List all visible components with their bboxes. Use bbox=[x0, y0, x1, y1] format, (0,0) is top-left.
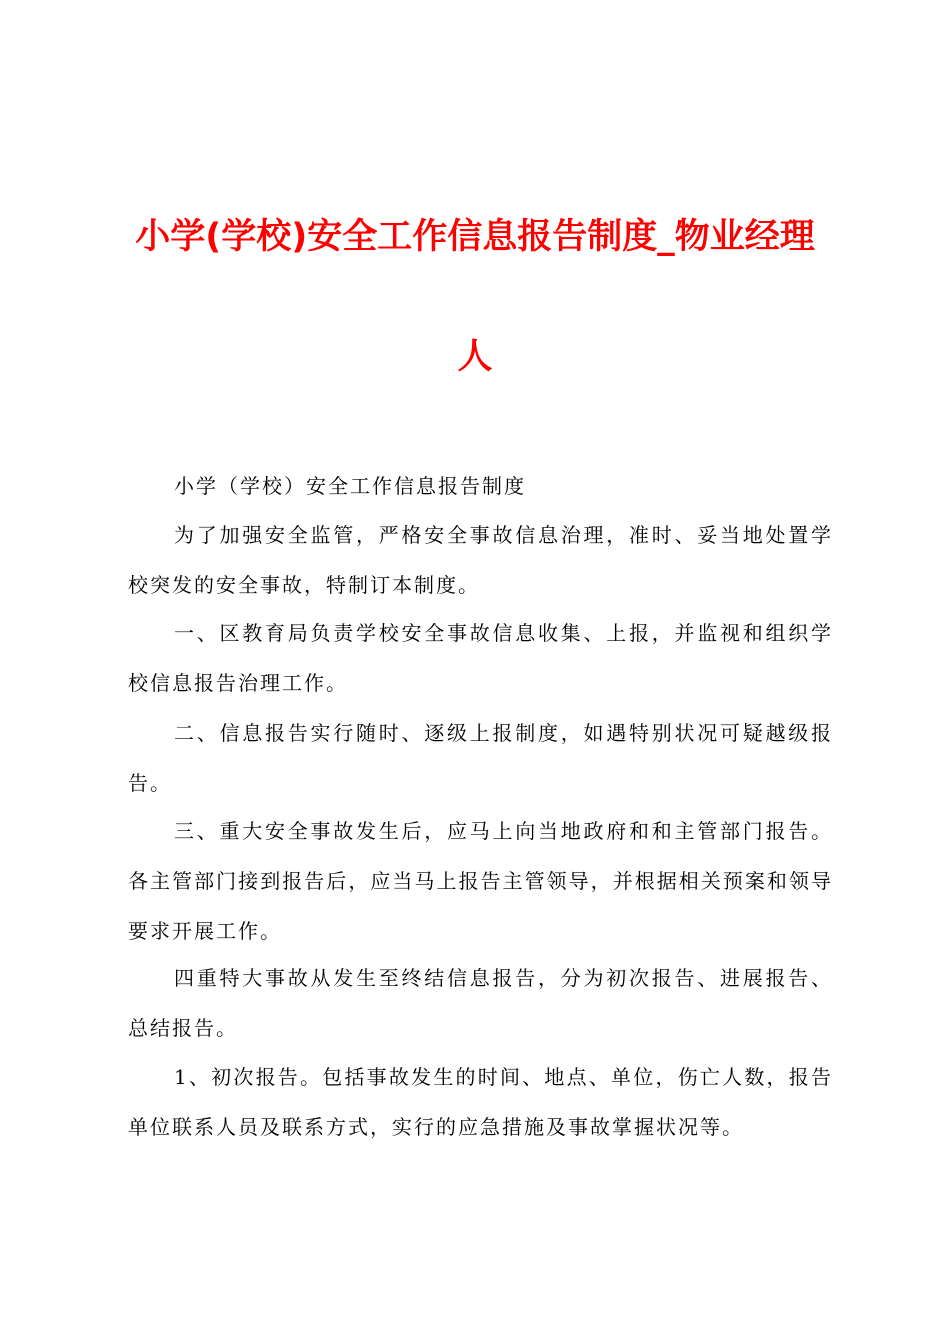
paragraph-subtitle: 小学（学校）安全工作信息报告制度 bbox=[174, 474, 526, 498]
paragraph-item-3: 三、重大安全事故发生后，应马上向当地政府和和主管部门报告。各主管部门接到报告后，应当马上报告主管领导，并根据相关预案和领导要求开展工作。 bbox=[128, 819, 833, 943]
document-title-line2: 人 bbox=[457, 337, 493, 377]
paragraph-intro: 为了加强安全监管，严格安全事故信息治理，准时、妥当地处置学校突发的安全事故，特制订本制度。 bbox=[128, 523, 833, 597]
paragraph-item-2: 二、信息报告实行随时、逐级上报制度，如遇特别状况可疑越级报告。 bbox=[128, 721, 833, 795]
paragraph-item-1: 一、区教育局负责学校安全事故信息收集、上报，并监视和组织学校信息报告治理工作。 bbox=[128, 621, 833, 695]
paragraph-item-4-1: 1、初次报告。包括事故发生的时间、地点、单位，伤亡人数，报告单位联系人员及联系方式，实行的应急措施及事故掌握状况等。 bbox=[128, 1065, 833, 1139]
paragraph-item-4: 四重特大事故从发生至终结信息报告，分为初次报告、进展报告、总结报告。 bbox=[128, 966, 833, 1040]
document-title-line1: 小学(学校)安全工作信息报告制度_物业经理 bbox=[135, 217, 815, 257]
